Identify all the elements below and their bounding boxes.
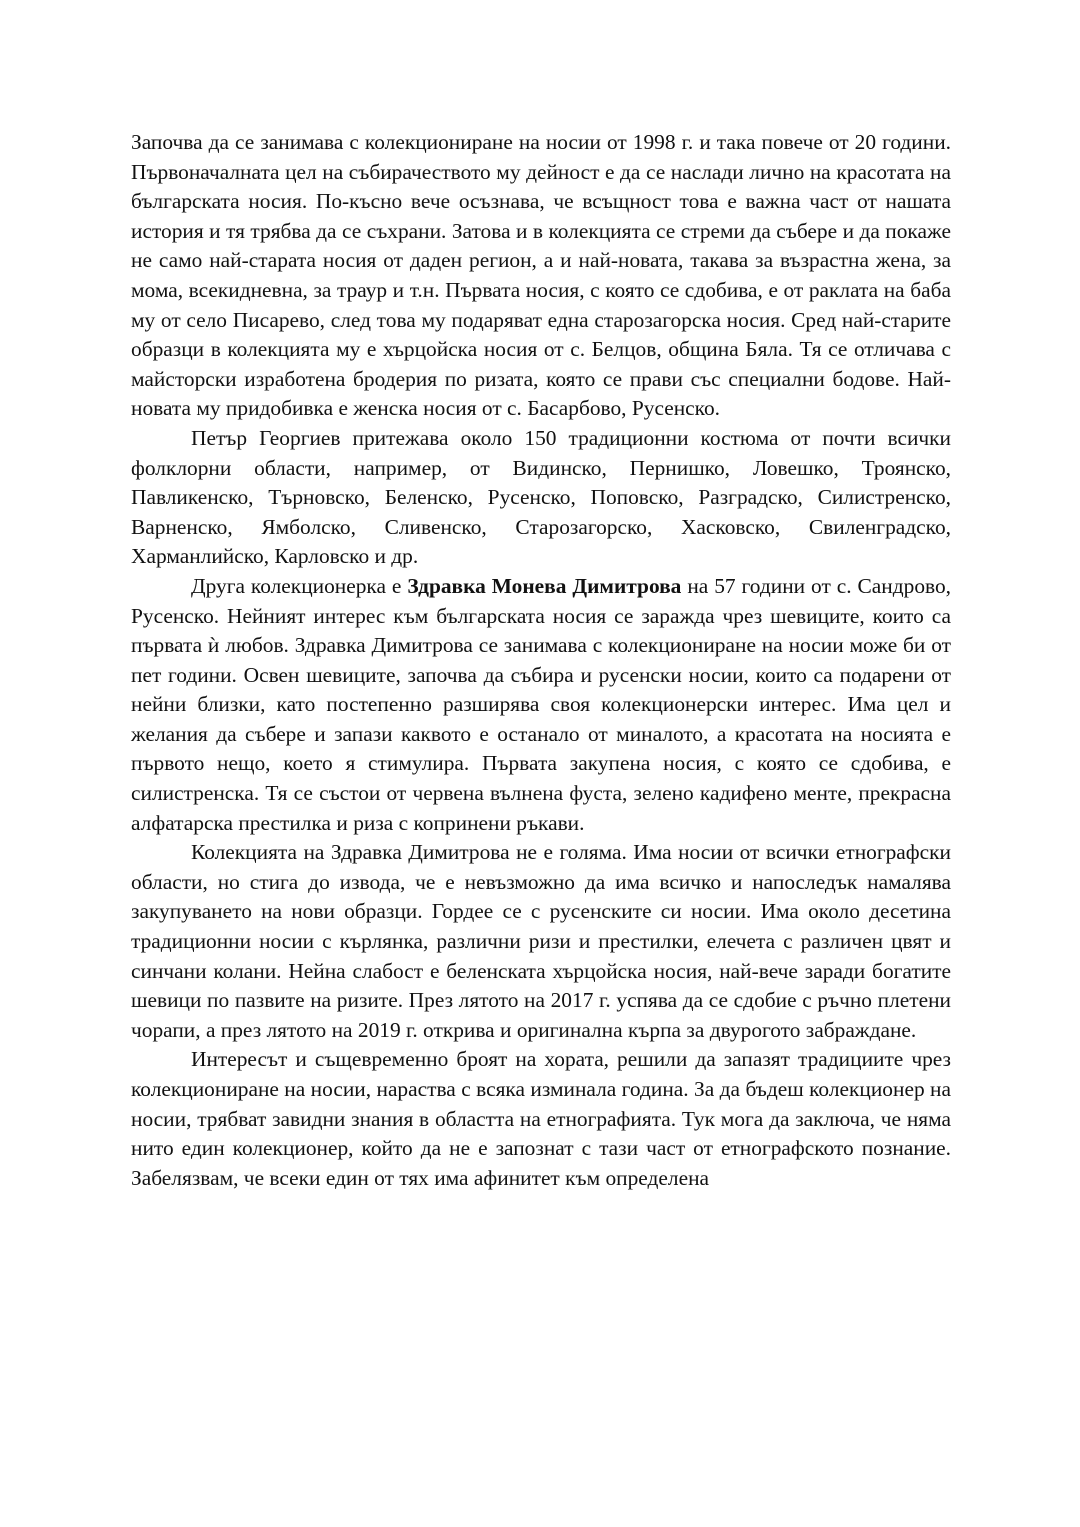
collector-name: Здравка Монева Димитрова xyxy=(407,573,682,598)
paragraph-3 xyxy=(131,572,951,838)
paragraph-3-intro: Друга колекционерка е xyxy=(191,573,408,598)
paragraph-5: Интересът и същевременно броят на хората, решили да запазят традициите чрез колекциониране на носии, нараства с всяка изминала година. За да бъдеш колекционер на носии, трябват завидни знания в областта на етнографията. Тук мога да заключа, че няма нито един колекционер, който да не е запознат с тази част от етнографското познание. Забелязвам, че всеки един от тях има афинитет към определена xyxy=(131,1047,951,1190)
document-page xyxy=(131,128,951,1193)
paragraph-1: Започва да се занимава с колекциониране на носии от 1998 г. и така повече от 20 години. Първоначалната цел на събирачеството му дейност е да се наслади лично на красотата на българската носия. По-късно вече осъзнава, че всъщност това е важна част от нашата история и тя трябва да се съхрани. Затова и в колекцията се стреми да събере и да покаже не само най-старата носия от даден регион, а и най-новата, такава за възрастна жена, за мома, всекидневна, за траур и т.н. Първата носия, с която се сдобива, е от раклата на баба му от село Писарево, след това му подаряват една старозагорска носия. Сред най-старите образци в колекцията му е хърцойска носия от с. Белцов, община Бяла. Тя се отличава с майсторски изработена бродерия по ризата, която се прави със специални бодове. Най-новата му придобивка е женска носия от с. Басарбово, Русенско. xyxy=(131,130,951,421)
paragraph-2: Петър Георгиев притежава около 150 традиционни костюма от почти всички фолклорни области, например, от Видинско, Пернишко, Ловешко, Троянско, Павликенско, Търновско, Беленско, Русенско, Поповско, Разградско, Силистренско, Варненско, Ямболско, Сливенско, Старозагорско, Хасковско, Свиленградско, Харманлийско, Карловско и др. xyxy=(131,425,951,569)
paragraph-4: Колекцията на Здравка Димитрова не е голяма. Има носии от всички етнографски области, но стига до извода, че е невъзможно да има всичко и напоследък намалява закупуването на нови образци. Гордее се с русенските си носии. Има около десетина традиционни носии с кърлянка, различни ризи и престилки, елечета с различен цвят и синчани колани. Нейна слабост е беленската хърцойска носия, най-вече заради богатите шевици по пазвите на ризите. През лятото на 2017 г. успява да се сдобие с ръчно плетени чорапи, а през лятото на 2019 г. открива и оригинална кърпа за двурогото забраждане. xyxy=(131,840,951,1042)
paragraph-3-body: на 57 години от с. Сандрово, Русенско. Нейният интерес към българската носия се заражда чрез шевиците, които са първата ѝ любов. Здравка Димитрова се занимава с колекциониране на носии може би от пет години. Освен шевиците, започва да събира и русенски носии, които са подарени от нейни близки, като постепенно разширява своя колекционерски интерес. Има цел и желания да събере и запази каквото е останало от миналото, а красотата на носията е първото нещо, което я стимулира. Първата закупена носия, с която се сдобива, е силистренска. Тя се състои от червена вълнена фуста, зелено кадифено менте, прекрасна алфатарска престилка и риза с копринени ръкави. xyxy=(131,573,952,835)
